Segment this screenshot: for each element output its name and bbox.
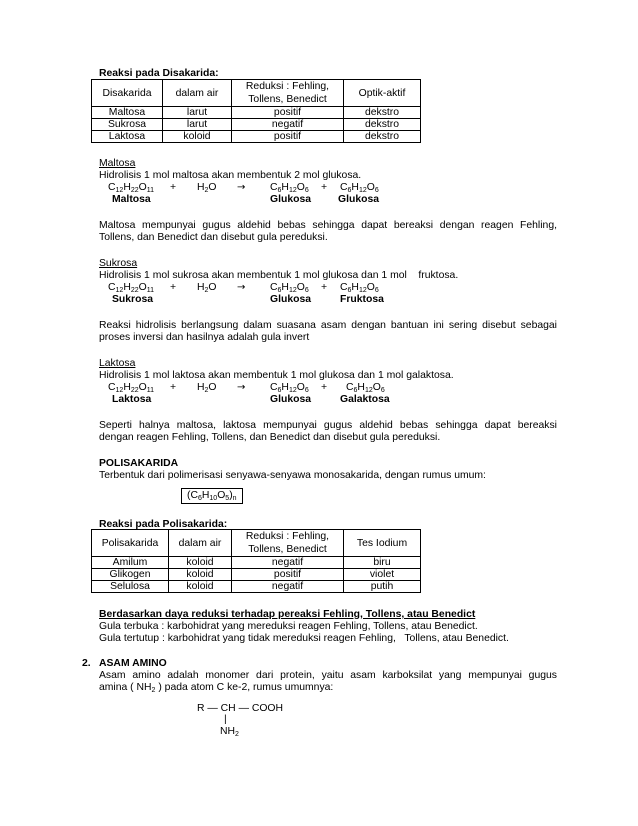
col-header: Reduksi : Fehling, Tollens, Benedict: [232, 530, 344, 557]
gula-tertutup: Gula tertutup : karbohidrat yang tidak mereduksi reagen Fehling, Tollens, atau Benedict.: [99, 633, 509, 644]
gula-heading: Berdasarkan daya reduksi terhadap pereaksi Fehling, Tollens, atau Benedict: [99, 609, 476, 620]
compound-name: Glukosa: [338, 194, 379, 205]
product-formula: $C_6H_{12}O_6$: [270, 282, 309, 294]
asam-amino-paragraph-line: amina ( $NH_2$ ) pada atom C ke-2, rumus umumnya:: [99, 682, 334, 694]
section-number: 2.: [82, 658, 91, 669]
table-row: Selulosa koloid negatif putih: [92, 581, 421, 593]
maltosa-title: Maltosa: [99, 158, 136, 169]
plus-sign: +: [170, 282, 177, 293]
laktosa-title: Laktosa: [99, 358, 136, 369]
sukrosa-title: Sukrosa: [99, 258, 138, 269]
compound-name: Glukosa: [270, 394, 311, 405]
asam-amino-heading: ASAM AMINO: [99, 658, 167, 669]
maltosa-hydrolysis: Hidrolisis 1 mol maltosa akan membentuk 2 mol glukosa.: [99, 170, 362, 181]
product-formula: $C_6H_{12}O_6$: [340, 182, 379, 194]
product-formula: $C_6H_{12}O_6$: [270, 182, 309, 194]
col-header: dalam air: [169, 530, 232, 557]
laktosa-paragraph-line: Seperti halnya maltosa, laktosa mempunyai gugus aldehid bebas sehingga dapat bereaksi: [99, 420, 557, 431]
amine-group: $NH_2$: [220, 726, 239, 738]
water-formula: $H_2O$: [197, 282, 217, 294]
laktosa-paragraph-line: dengan reagen Fehling, Tollens, dan Benedict dan disebut gula pereduksi.: [99, 432, 441, 443]
arrow-right-icon: →: [237, 182, 246, 193]
arrow-right-icon: →: [237, 282, 246, 293]
polisakarida-description: Terbentuk dari polimerisasi senyawa-senyawa monosakarida, dengan rumus umum:: [99, 470, 486, 481]
sukrosa-paragraph-line: proses inversi dan hasilnya adalah gula invert: [99, 332, 310, 343]
table-header-row: [92, 530, 421, 557]
water-formula: $H_2O$: [197, 382, 217, 394]
water-formula: $H_2O$: [197, 182, 217, 194]
col-header: Polisakarida: [92, 530, 169, 557]
compound-name: Fruktosa: [340, 294, 384, 305]
general-formula-box: $(C_6H_{10}O_5)_n$: [181, 488, 243, 504]
maltosa-paragraph-line: Maltosa mempunyai gugus aldehid bebas sehingga dapat bereaksi dengan reagen Fehling,: [99, 220, 557, 231]
col-header: Tes Iodium: [344, 530, 421, 557]
gula-terbuka: Gula terbuka : karbohidrat yang mereduksi reagen Fehling, Tollens, atau Benedict.: [99, 621, 478, 632]
col-header: Disakarida: [92, 80, 163, 107]
table-row: Amilum koloid negatif biru: [92, 557, 421, 569]
maltosa-reactant: $C_{12}H_{22}O_{11}$: [108, 182, 154, 194]
product-formula: $C_6H_{12}O_6$: [270, 382, 309, 394]
formula-bond: |: [224, 714, 227, 725]
asam-amino-paragraph-line: Asam amino adalah monomer dari protein, yaitu asam karboksilat yang mempunyai gugus: [99, 670, 557, 681]
polisakarida-heading: POLISAKARIDA: [99, 458, 179, 469]
compound-name: Sukrosa: [112, 294, 154, 305]
compound-name: Glukosa: [270, 294, 311, 305]
amino-acid-formula: R — CH — COOH: [197, 703, 284, 714]
table-row: Laktosa koloid positif dekstro: [92, 131, 421, 143]
compound-name: Maltosa: [112, 194, 151, 205]
disakarida-table: [91, 79, 421, 143]
polisakarida-table: [91, 529, 421, 593]
product-formula: $C_6H_{12}O_6$: [346, 382, 385, 394]
disakarida-heading: Reaksi pada Disakarida:: [99, 68, 219, 79]
table-row: Glikogen koloid positif violet: [92, 569, 421, 581]
compound-name: Galaktosa: [340, 394, 390, 405]
laktosa-hydrolysis: Hidrolisis 1 mol laktosa akan membentuk 1 mol glukosa dan 1 mol galaktosa.: [99, 370, 454, 381]
plus-sign: +: [321, 282, 328, 293]
laktosa-reactant: $C_{12}H_{22}O_{11}$: [108, 382, 154, 394]
maltosa-paragraph-line: Tollens, dan Benedict dan disebut gula pereduksi.: [99, 232, 328, 243]
compound-name: Glukosa: [270, 194, 311, 205]
col-header: Reduksi : Fehling, Tollens, Benedict: [232, 80, 344, 107]
sukrosa-reactant: $C_{12}H_{22}O_{11}$: [108, 282, 154, 294]
table-row: Sukrosa larut negatif dekstro: [92, 119, 421, 131]
plus-sign: +: [170, 182, 177, 193]
table-row: Maltosa larut positif dekstro: [92, 107, 421, 119]
sukrosa-paragraph-line: Reaksi hidrolisis berlangsung dalam suasana asam dengan bantuan ini sering disebut sebagai: [99, 320, 557, 331]
plus-sign: +: [321, 182, 328, 193]
arrow-right-icon: →: [237, 382, 246, 393]
compound-name: Laktosa: [112, 394, 152, 405]
col-header: Optik-aktif: [344, 80, 421, 107]
product-formula: $C_6H_{12}O_6$: [340, 282, 379, 294]
table-header-row: [92, 80, 421, 107]
col-header: dalam air: [163, 80, 232, 107]
polisakarida-table-heading: Reaksi pada Polisakarida:: [99, 519, 228, 530]
plus-sign: +: [170, 382, 177, 393]
plus-sign: +: [321, 382, 328, 393]
sukrosa-hydrolysis: Hidrolisis 1 mol sukrosa akan membentuk 1 mol glukosa dan 1 mol fruktosa.: [99, 270, 459, 281]
